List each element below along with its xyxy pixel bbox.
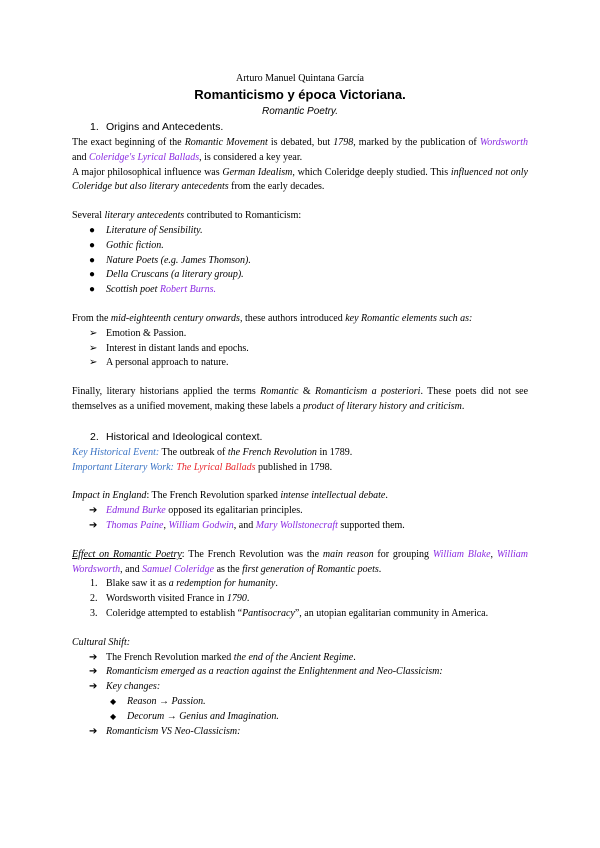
list-number: 2. (90, 593, 98, 605)
list-item: ● Scottish poet Robert Burns. (72, 283, 528, 298)
label-literary-work: Important Literary Work: (72, 461, 174, 473)
section-heading-historical (90, 429, 528, 446)
author-name: Arturo Manuel Quintana García (235, 73, 364, 84)
list-item: ● Nature Poets (e.g. James Thomson). (72, 254, 528, 269)
document-title: Romanticismo y época Victoriana. (194, 87, 406, 102)
list-item: ➔ Edmund Burke opposed its egalitarian principles. (72, 504, 528, 519)
list-item: ● Gothic fiction. (72, 239, 528, 254)
bullet-icon: ● (89, 284, 96, 296)
diamond-icon: ◆ (110, 711, 117, 721)
paragraph-beginning: The exact beginning of the Romantic Movement is debated, but 1798, marked by the publication of Wordsworth and Coleridge's Lyrical Ballads, is considered a key year. (72, 137, 528, 163)
list-number: 3. (90, 607, 98, 619)
list-item: ➔ Key changes: (72, 680, 528, 695)
effect-list (72, 577, 528, 621)
cultural-shift-list (72, 651, 528, 695)
section-number: 2. (90, 430, 99, 443)
arrow-icon: ➔ (89, 505, 98, 517)
section-title: Historical and Ideological context. (106, 430, 263, 443)
bullet-icon: ● (89, 239, 96, 251)
list-item: ➢ A personal approach to nature. (72, 356, 528, 371)
list-item: 3. Coleridge attempted to establish “Pantisocracy”, an utopian egalitarian community in America. (72, 607, 528, 622)
diamond-icon: ◆ (110, 696, 117, 706)
important-literary-work: Important Literary Work: The Lyrical Ballads published in 1798. (72, 461, 333, 473)
link-thomas-paine[interactable]: Thomas Paine (106, 519, 164, 531)
bullet-icon: ● (89, 254, 96, 266)
key-elements-list (72, 327, 528, 371)
section-number: 1. (90, 121, 99, 133)
impact-in-england: Impact in England: The French Revolution sparked intense intellectual debate. (72, 490, 388, 502)
section-heading-origins (90, 119, 528, 136)
link-lyrical-ballads[interactable]: Coleridge's Lyrical Ballads (88, 151, 200, 163)
arrow-icon: ➔ (89, 666, 98, 678)
bullet-icon: ● (89, 269, 96, 281)
list-item: ➢ Interest in distant lands and epochs. (72, 342, 528, 357)
impact-list (72, 504, 528, 534)
section-title: Origins and Antecedents. (106, 121, 224, 133)
link-william-godwin[interactable]: William Godwin (168, 519, 234, 531)
list-number: 1. (90, 578, 98, 590)
label-key-event: Key Historical Event: (72, 446, 160, 458)
list-item: ◆ Decorum → Genius and Imagination. (72, 710, 528, 725)
arrow-icon: ➔ (89, 651, 98, 663)
link-robert-burns[interactable]: Robert Burns. (159, 284, 216, 296)
effect-on-romantic-poetry: Effect on Romantic Poetry: The French Revolution was the main reason for grouping William Blake, William Wordsworth, and Samuel Coleridge as the first generation of Romantic poets. (72, 548, 528, 575)
paragraph-german-idealism: A major philosophical influence was German Idealism, which Coleridge deeply studied. This influenced not only Coleridge but also literary antecedents from the early decades. (72, 166, 528, 193)
arrowhead-icon: ➢ (89, 342, 98, 354)
list-item: ● Literature of Sensibility. (72, 224, 528, 239)
list-item: ➔ The French Revolution marked the end of the Ancient Regime. (72, 651, 528, 666)
key-changes-sublist (72, 695, 528, 725)
paragraph-antecedents-intro: Several literary antecedents contributed to Romanticism: (72, 210, 302, 222)
list-item: ➔ Thomas Paine, William Godwin, and Mary Wollstonecraft supported them. (72, 519, 528, 534)
paragraph-terms: Finally, literary historians applied the terms Romantic & Romanticism a posteriori. These poets did not see themselves as a unified movement, making these labels a product of literary history and criticism. (72, 386, 529, 412)
link-wordsworth[interactable]: Wordsworth (479, 137, 528, 148)
list-item: ◆ Reason → Passion. (72, 695, 528, 710)
link-william-blake[interactable]: William Blake (432, 548, 491, 560)
list-item: ➔ Romanticism VS Neo-Classicism: (72, 725, 528, 740)
lyrical-ballads-title: The Lyrical Ballads (176, 461, 256, 473)
arrowhead-icon: ➢ (89, 357, 98, 369)
list-item: 1. Blake saw it as a redemption for humanity. (72, 577, 528, 592)
list-item: ➔ Romanticism emerged as a reaction against the Enlightenment and Neo-Classicism: (72, 665, 528, 680)
list-item: 2. Wordsworth visited France in 1790. (72, 592, 528, 607)
bullet-icon: ● (89, 224, 96, 236)
antecedents-list (72, 224, 528, 298)
link-samuel-coleridge[interactable]: Samuel Coleridge (142, 563, 215, 575)
arrow-icon: ➔ (89, 519, 98, 531)
arrowhead-icon: ➢ (89, 327, 98, 339)
paragraph-key-elements-intro: From the mid-eighteenth century onwards, these authors introduced key Romantic elements such as: (72, 312, 473, 324)
cultural-shift-label: Cultural Shift: (72, 636, 131, 648)
link-william-wordsworth[interactable]: William Wordsworth (72, 548, 528, 575)
document-subtitle: Romantic Poetry. (262, 106, 338, 117)
list-item: ➢ Emotion & Passion. (72, 327, 528, 342)
list-item: ● Della Cruscans (a literary group). (72, 268, 528, 283)
key-historical-event: Key Historical Event: The outbreak of the French Revolution in 1789. (72, 446, 353, 458)
arrow-icon: ➔ (89, 681, 98, 693)
link-edmund-burke[interactable]: Edmund Burke (106, 505, 166, 517)
arrow-icon: ➔ (89, 725, 98, 737)
link-mary-wollstonecraft[interactable]: Mary Wollstonecraft (255, 519, 338, 531)
cultural-shift-list-continued (72, 725, 528, 740)
